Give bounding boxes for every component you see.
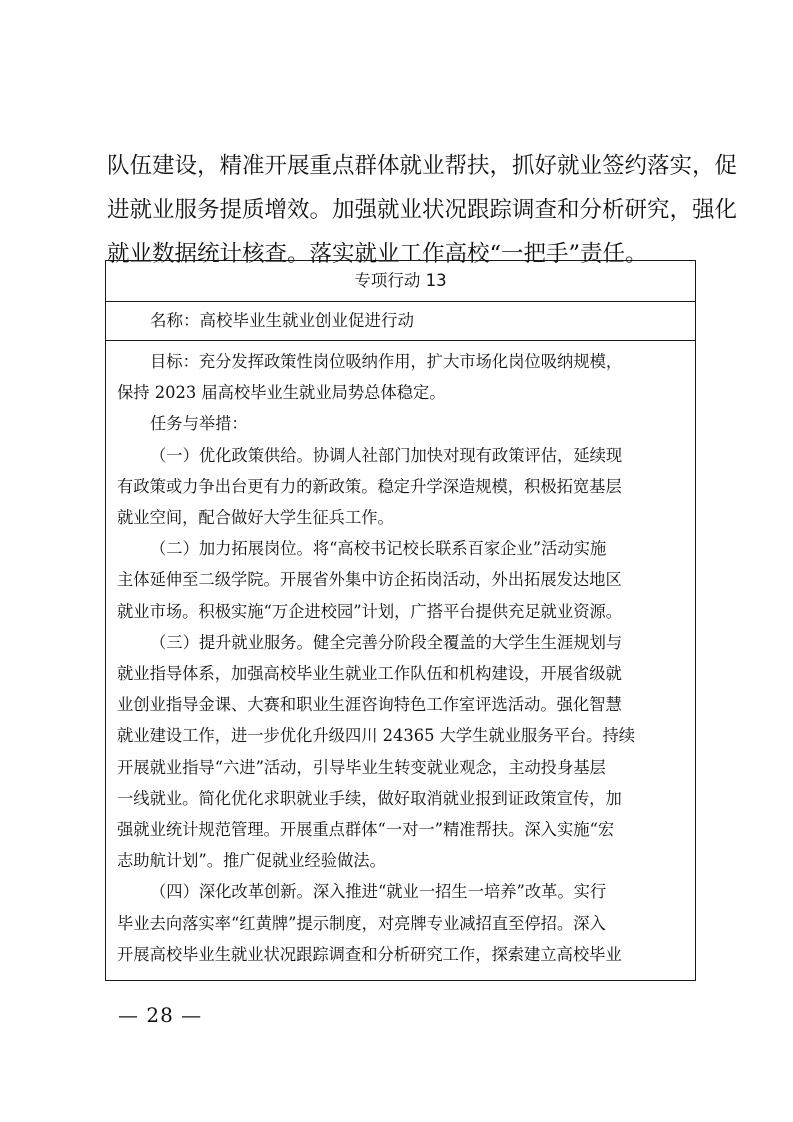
body-line: （三）提升就业服务。健全完善分阶段全覆盖的大学生生涯规划与 (150, 632, 623, 652)
body-line: 就业市场。积极实施“万企进校园”计划，广搭平台提供充足就业资源。 (117, 601, 623, 621)
body-line: 就业建设工作，进一步优化升级四川 24365 大学生就业服务平台。持续 (117, 726, 636, 746)
intro-paragraph (107, 144, 738, 276)
body-line: （一）优化政策供给。协调人社部门加快对现有政策评估，延续现 (150, 445, 623, 465)
body-line: 就业指导体系，加强高校毕业生就业工作队伍和机构建设，开展省级就 (117, 664, 622, 684)
goal-line: 保持 2023 届高校毕业生就业局势总体稳定。 (117, 383, 446, 403)
name-label: 名称： (150, 311, 200, 330)
body-line: 毕业去向落实率“红黄牌”提示制度，对亮牌专业减招直至停招。深入 (117, 913, 606, 933)
action-body (106, 341, 695, 970)
body-line: （四）深化改革创新。深入推进“就业一招生一培养”改革。实行 (150, 882, 607, 902)
special-action-box (105, 260, 696, 981)
intro-line: 队伍建设，精准开展重点群体就业帮扶，抓好就业签约落实，促 (107, 153, 738, 179)
body-line: 就业空间，配合做好大学生征兵工作。 (117, 508, 394, 528)
body-line: 志助航计划”。推广促就业经验做法。 (117, 851, 386, 871)
intro-line: 进就业服务提质增效。加强就业状况跟踪调查和分析研究，强化 (107, 197, 738, 223)
intro-line: 就业数据统计核查。落实就业工作高校“一把手”责任。 (107, 241, 648, 267)
tasks-label: 任务与举措： (150, 414, 248, 434)
body-line: 开展高校毕业生就业状况跟踪调查和分析研究工作，探索建立高校毕业 (117, 944, 622, 964)
body-line: 开展就业指导“六进”活动，引导毕业生转变就业观念，主动投身基层 (117, 757, 606, 777)
body-line: 有政策或力争出台更有力的新政策。稳定升学深造规模，积极拓宽基层 (117, 476, 622, 496)
body-line: 主体延伸至二级学院。开展省外集中访企拓岗活动，外出拓展发达地区 (117, 570, 622, 590)
body-line: 一线就业。简化优化求职就业手续，做好取消就业报到证政策宣传，加 (117, 788, 622, 808)
box-title: 专项行动 13 (106, 261, 695, 302)
page-number: — 28 — (118, 1003, 203, 1027)
body-line: 业创业指导金课、大赛和职业生涯咨询特色工作室评选活动。强化智慧 (117, 695, 622, 715)
goal-line (106, 346, 695, 377)
body-line: 强就业统计规范管理。开展重点群体“一对一”精准帮扶。深入实施“宏 (117, 820, 615, 840)
goal-label: 目标： (150, 352, 199, 371)
name-value: 高校毕业生就业创业促进行动 (199, 311, 414, 330)
goal-text: 充分发挥政策性岗位吸纳作用，扩大市场化岗位吸纳规模， (198, 352, 623, 371)
action-name-row (106, 302, 695, 341)
body-line: （二）加力拓展岗位。将“高校书记校长联系百家企业”活动实施 (150, 539, 607, 559)
